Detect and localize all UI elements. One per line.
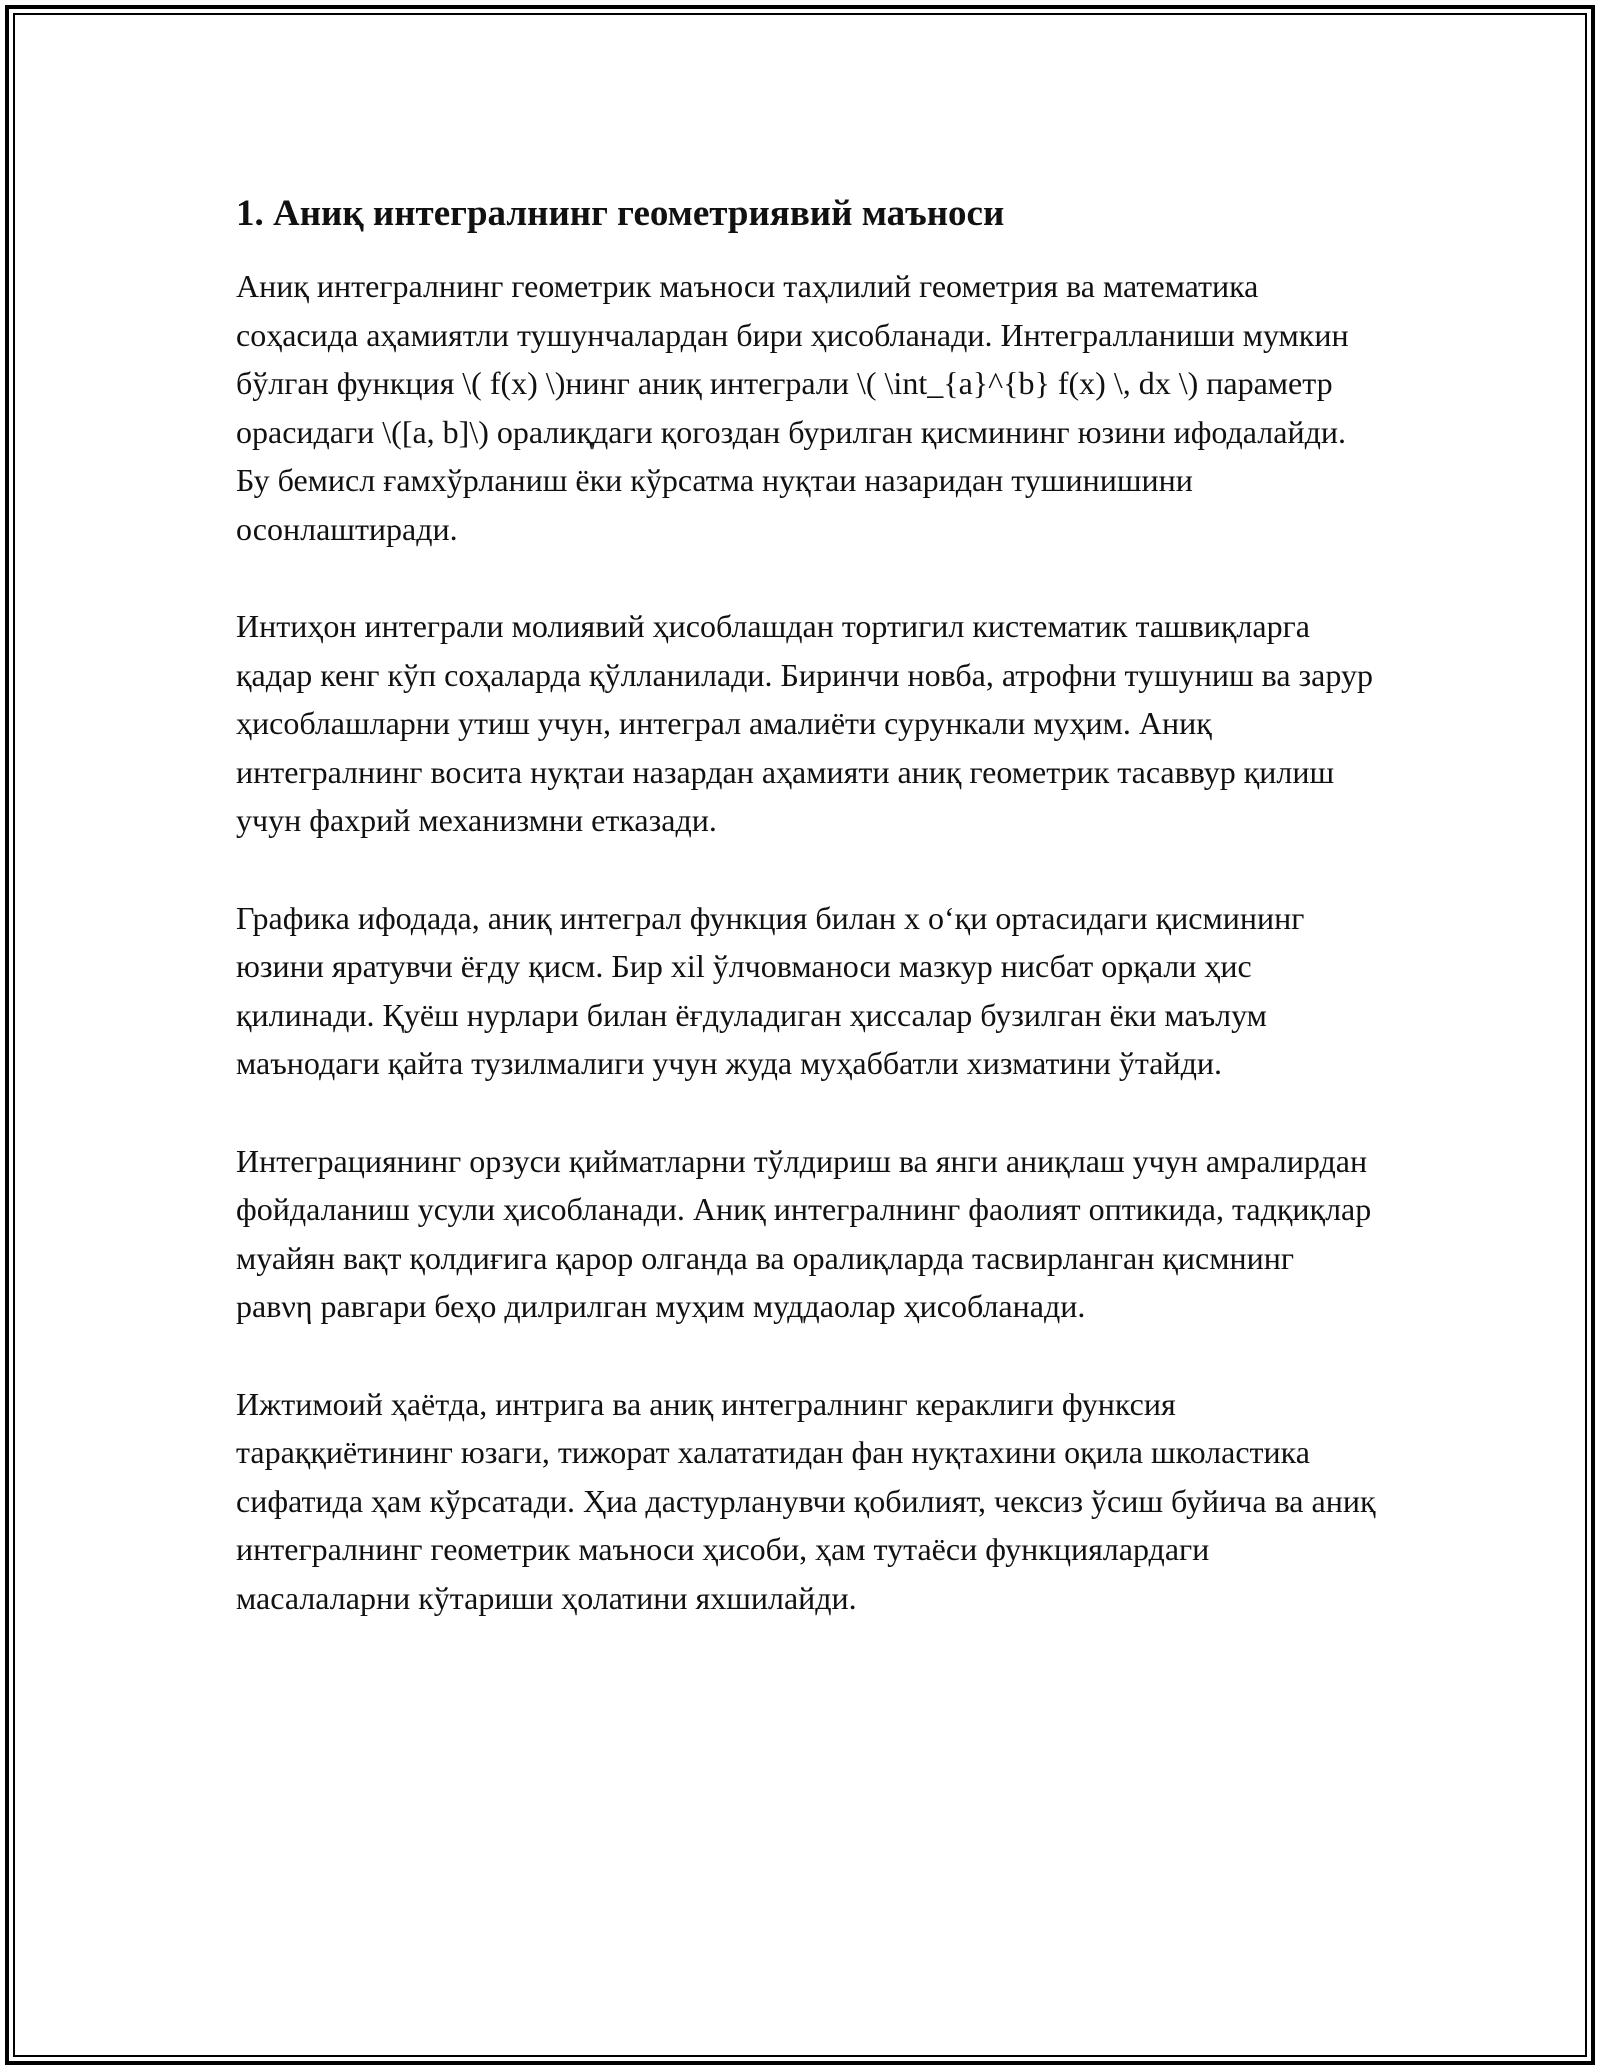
paragraph-2: Интиҳон интеграли молиявий ҳисоблашдан тортигил кистематик ташвиқларга қадар кенг кўп соҳаларда қўлланилади. Биринчи новба, атрофни тушуниш ва зарур ҳисоблашларни утиш учун, интеграл амалиёти сурункали муҳим. Аниқ интегралнинг восита нуқтаи назардан аҳамияти аниқ геометрик тасаввур қилиш учун фахрий механизмни етказади. [236,608,1373,838]
section-heading: 1. Аниқ интегралнинг геометриявий маъноси [236,193,1005,234]
paragraph-5: Ижтимоий ҳаётда, интрига ва аниқ интегралнинг кераклиги функсия тараққиётининг юзаги, тижорат халататидан фан нуқтахини оқила школастика сифатида ҳам кўрсатади. Ҳиа дастурланувчи қобилият, чексиз ўсиш буйича ва аниқ интегралнинг геометрик маъноси ҳисоби, ҳам тутаёси функциялардаги масалаларни кўтариши ҳолатини яхшилайди. [236,1385,1376,1616]
paragraph-4: Интеграциянинг орзуси қийматларни тўлдириш ва янги аниқлаш учун амралирдан фойдаланиш усули ҳисобланади. Аниқ интегралнинг фаолият оптикида, тадқиқлар муайян вақт қолдиғига қарор олганда ва оралиқларда тасвирланган қисмнинг равνη равгари беҳо дилрилган муҳим муддаолар ҳисобланади. [236,1142,1372,1324]
paragraph-3: Графика ифодада, аниқ интеграл функция билан x о‘қи ортасидаги қисмининг юзини яратувчи ёғду қисм. Бир xil ўлчовманоси мазкур нисбат орқали ҳис қилинади. Қуёш нурлари билан ёғдуладиган ҳиссалар бузилган ёки маълум маънодаги қайта тузилмалиги учун жуда муҳаббатли хизматини ўтайди. [236,899,1305,1081]
paragraph-1: Аниқ интегралнинг геометрик маъноси таҳлилий геометрия ва математика соҳасида аҳамиятли тушунчалардан бири ҳисобланади. Интегралланиши мумкин бўлган функция \( f(x) \)нинг аниқ интеграли \( \int_{a}^{b} f(x) \, dx \) параметр орасидаги \([a, b]\) оралиқдаги қогоздан бурилган қисмининг юзини ифодалайди. Бу бемисл ғамхўрланиш ёки кўрсатма нуқтаи назаридан тушинишини осонлаштиради. [236,268,1349,547]
document-body [236,186,1376,1671]
